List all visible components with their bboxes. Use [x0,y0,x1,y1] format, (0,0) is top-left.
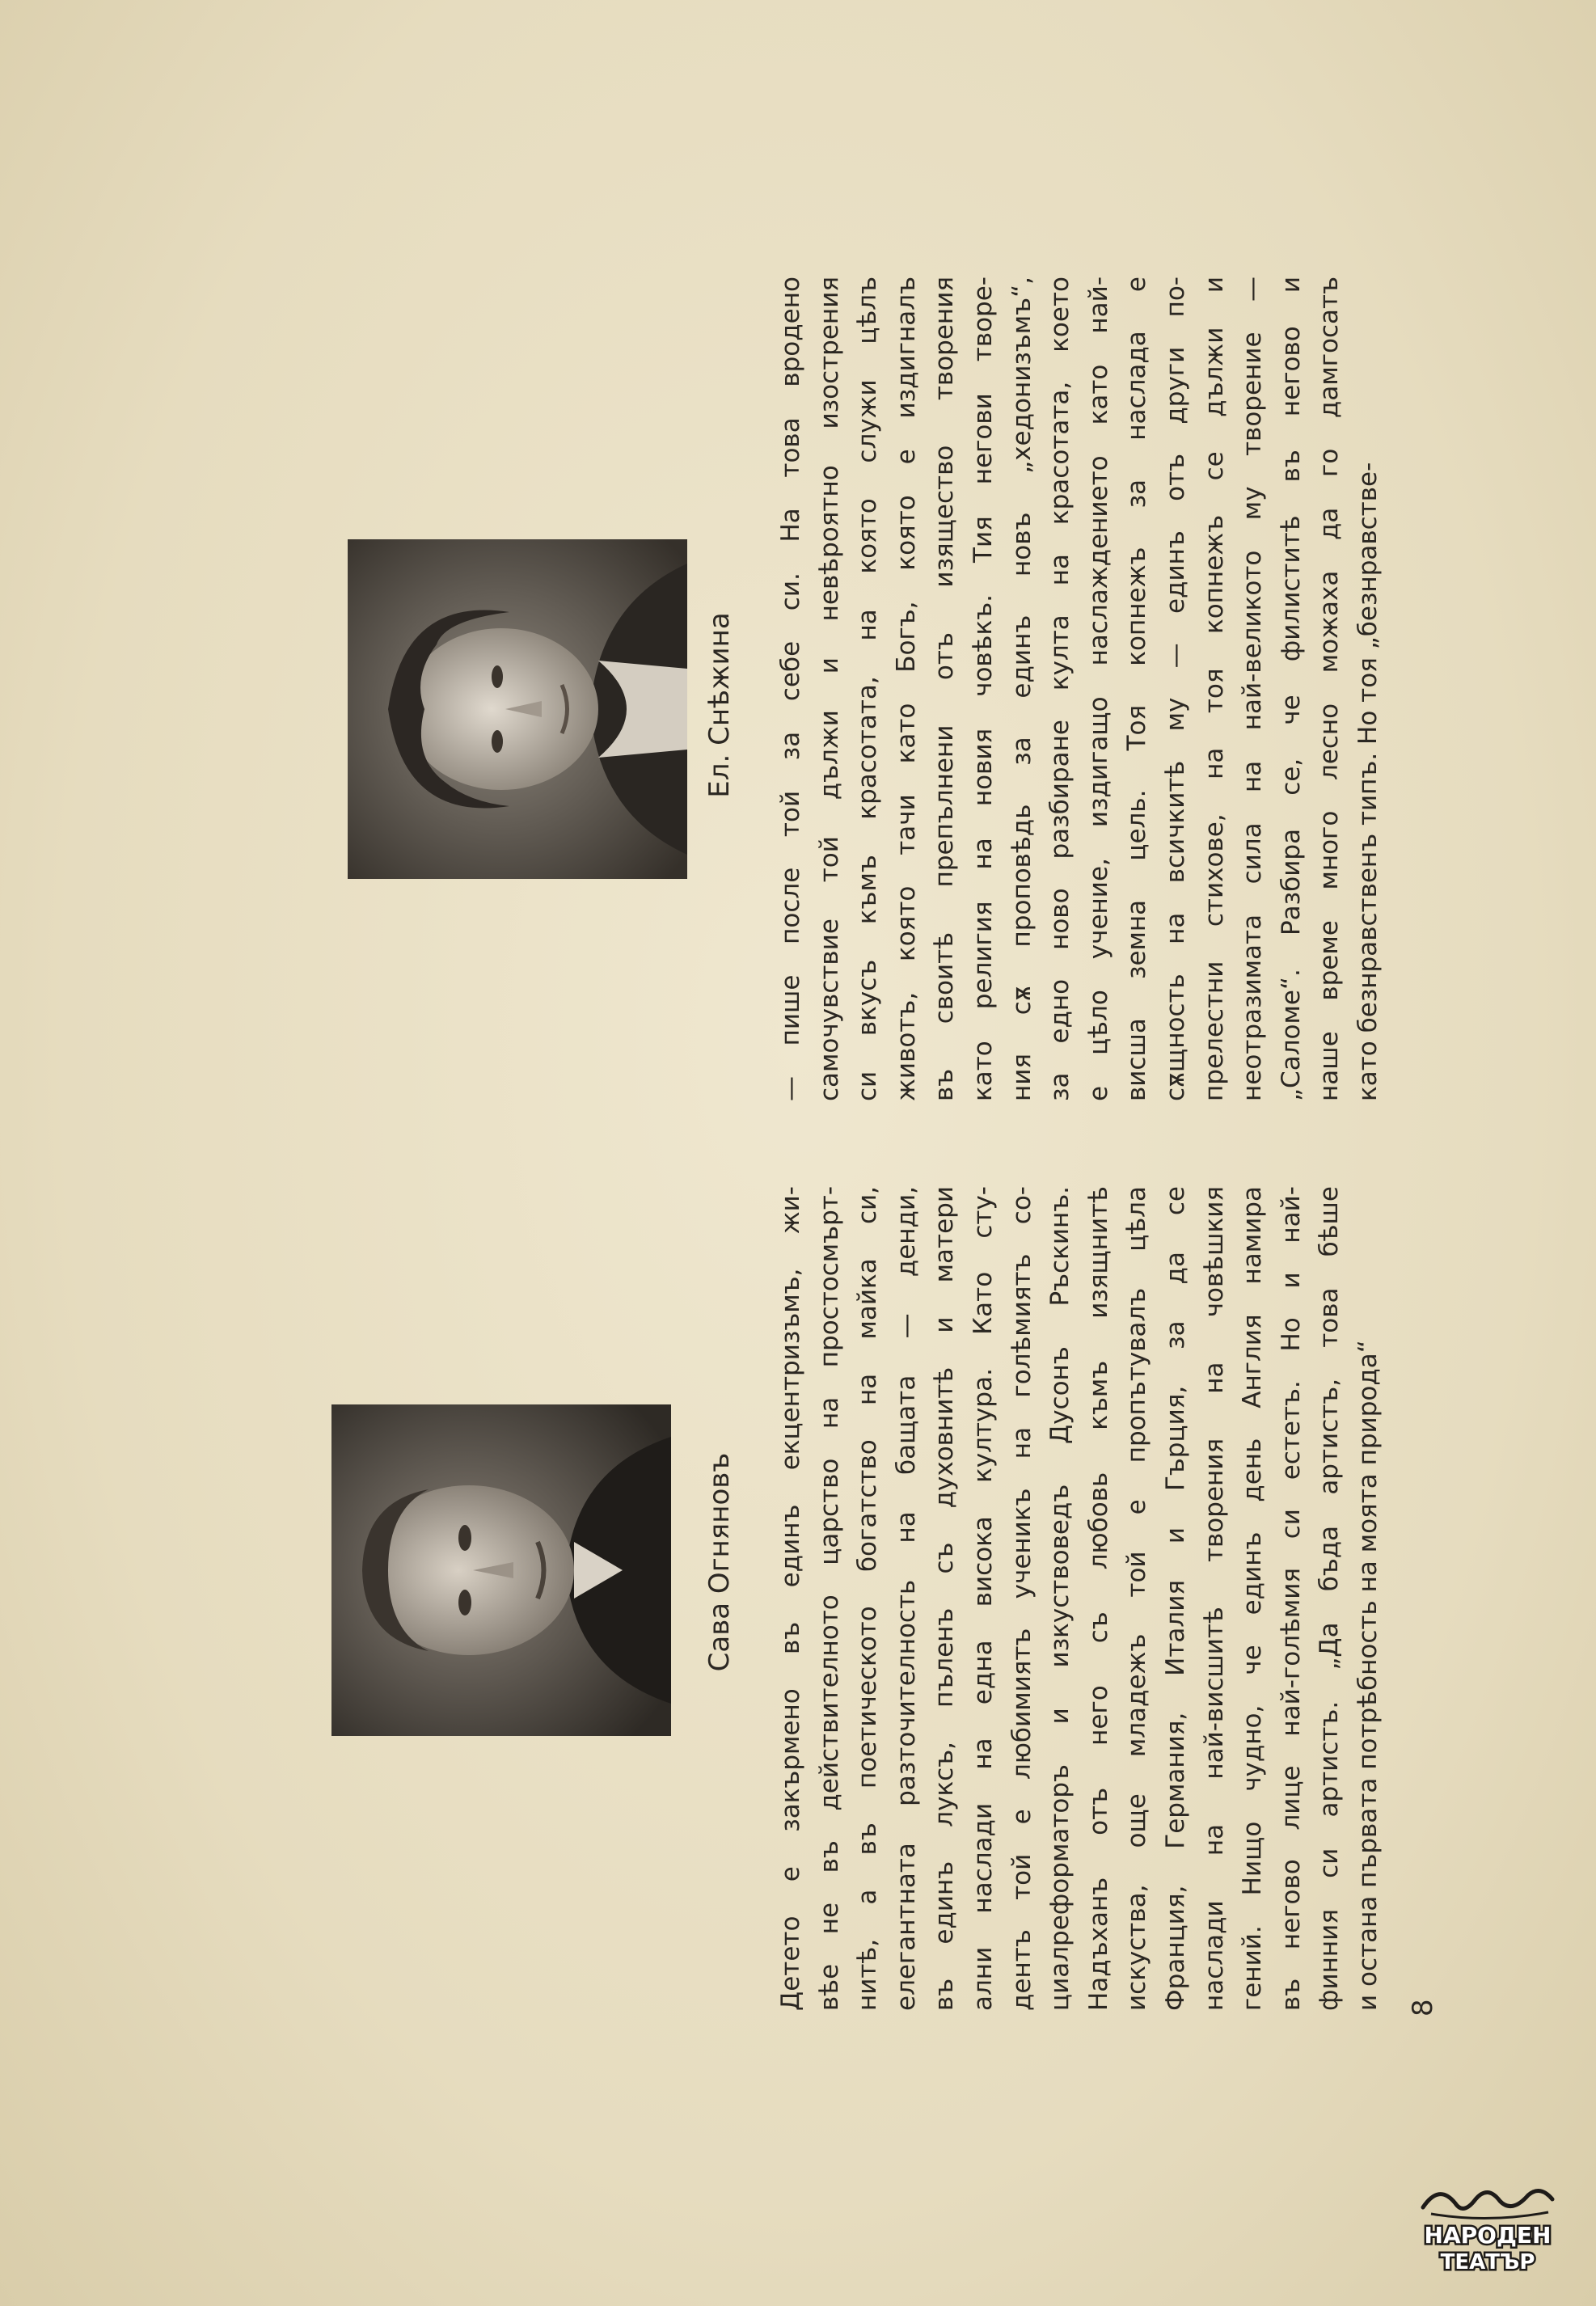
left-line: и остана първата потрѣбность на моята природа“ [1353,1340,1383,2011]
left-line: дентъ той е любимиятъ ученикъ на голѣмиятъ со- [1007,1186,1037,2011]
right-line: въ своитѣ препълнени отъ изящество творения [930,277,960,1101]
page-number: 8 [1407,1999,1439,2017]
right-line: като безнравственъ типъ. Но тоя „безнравстве- [1353,462,1383,1101]
right-line: е цѣло учение, издигащо наслаждението като най- [1083,277,1113,1101]
svg-text:НАРОДЕН: НАРОДЕН [1424,2222,1552,2249]
left-line: Детето е закърмено въ единъ екцентризъмъ, жи- [776,1186,805,2011]
left-line: наслади на най-висшитѣ творения на човѣшкия [1199,1186,1229,2011]
right-line: „Саломе“. Разбира се, че филиститѣ въ негово и [1276,277,1306,1101]
right-line: като религия на новия човѣкъ. Тия негови творе- [968,277,998,1101]
text-column-right [772,277,1388,1101]
portrait-photo-el-snezhina [348,539,687,879]
right-line: ния сѫ проповѣдь за единъ новъ „хедонизъмъ“, [1007,277,1037,1101]
caption-el-snezhina: Ел. Снѣжина [703,612,736,798]
right-line: самочувствие той дължи и невѣроятно изострения [814,277,844,1101]
left-line: Надъханъ отъ него съ любовь къмъ изящнитѣ [1083,1186,1113,2011]
right-line: животъ, която тачи като Богъ, която е издигналъ [891,277,921,1101]
right-line: за едно ново разбиране култа на красотата, което [1045,277,1075,1101]
left-line: нитѣ, а въ поетическото богатство на майка си, [853,1186,883,2011]
right-line: прелестни стихове, на тоя копнежъ се дължи и [1199,277,1229,1101]
right-line: си вкусъ къмъ красотата, на която служи цѣлъ [853,277,883,1101]
logo-image [1407,2175,1569,2280]
left-line: искуства, още младежъ той е пропътувалъ цѣла [1122,1186,1152,2011]
svg-text:ТЕАТЪР: ТЕАТЪР [1440,2250,1535,2274]
left-line: въ единъ луксъ, пъленъ съ духовнитѣ и матери [930,1186,960,2011]
right-line: висша земна цель. Тоя копнежъ за наслада е [1122,277,1152,1101]
right-line: — пише после той за себе си. На това вродено [776,277,805,1101]
caption-sava-ognyanov: Сава Огняновъ [703,1452,736,1672]
theatre-logo-watermark [1407,2175,1569,2280]
portrait-image [348,539,687,879]
left-line: циалреформаторъ и изкуствоведъ Дусонъ Ръскинъ. [1045,1186,1075,2011]
right-line: наше време много лесно можаха да го дамгосатъ [1315,277,1345,1101]
portrait-image [331,1404,671,1736]
left-line: вѣе не въ действителното царство на простосмърт- [814,1186,844,2011]
left-line: ални наслади на една висока култура. Като сту- [968,1186,998,2011]
portrait-photo-sava-ognyanov [331,1404,671,1736]
left-line: гений. Нищо чудно, че единъ день Англия намира [1238,1186,1268,2011]
text-column-left [772,1186,1388,2011]
left-line: елегантната разточителность на бащата — денди, [891,1186,921,2011]
left-line: Франция, Германия, Италия и Гърция, за да се [1160,1186,1190,2011]
right-line: неотразимата сила на най-великото му творение — [1238,277,1268,1101]
right-line: сѫщность на всичкитѣ му — единъ отъ други по- [1160,277,1190,1101]
left-line: финния си артистъ. „Да бъда артистъ, това бѣше [1315,1186,1345,2011]
left-line: въ негово лице най-голѣмия си естетъ. Но и най- [1276,1186,1306,2011]
